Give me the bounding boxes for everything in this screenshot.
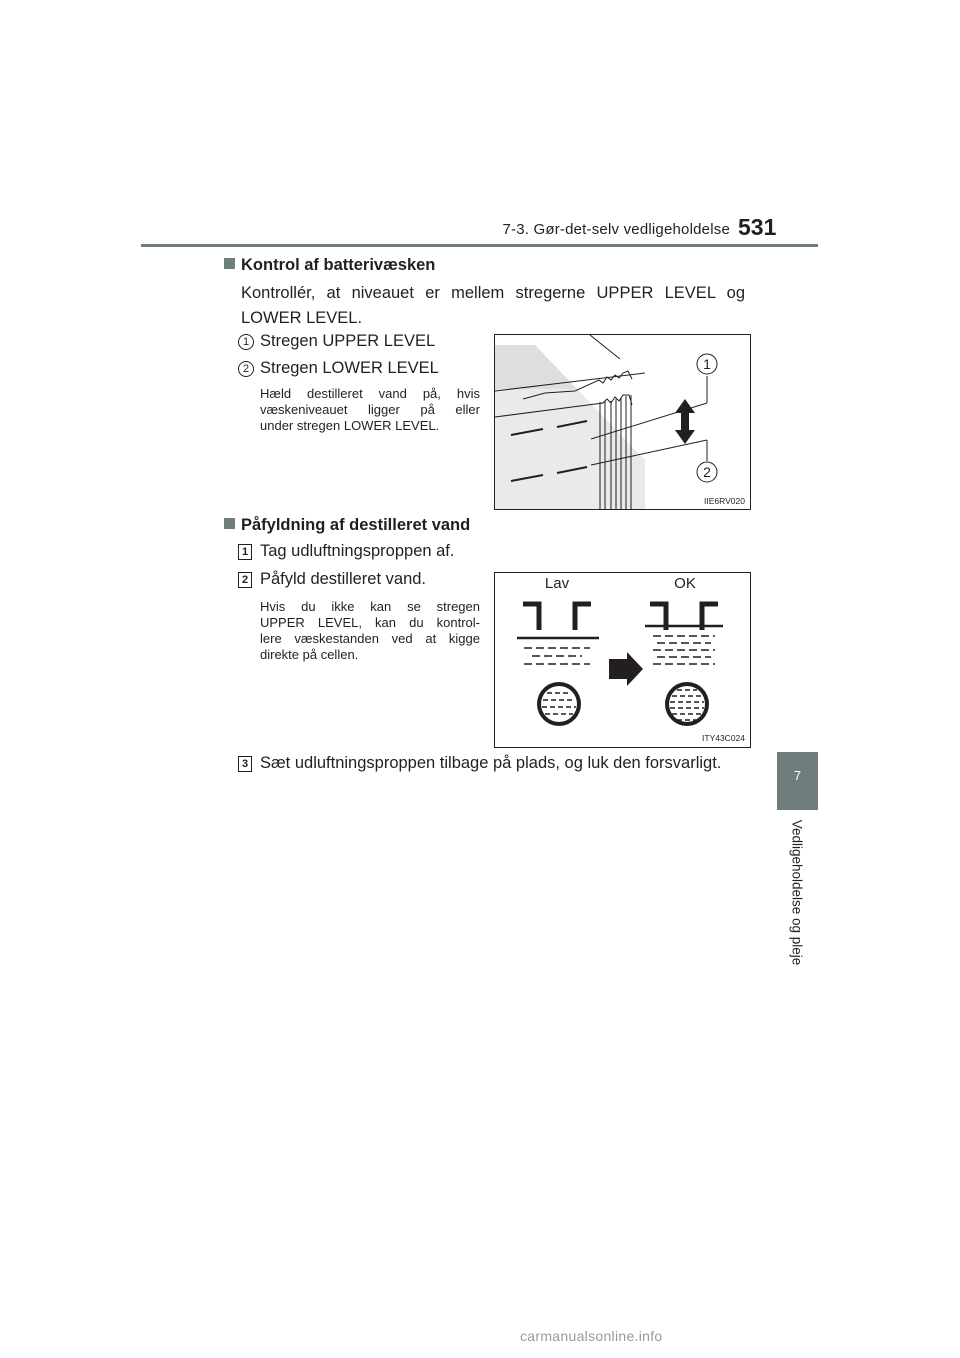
battery-level-figure <box>494 334 751 510</box>
note-battery-fluid: Hæld destilleret vand på, hvis væskeniveauet ligger på eller under stregen LOWER LEVEL. <box>260 386 480 433</box>
double-arrow-icon <box>675 399 695 444</box>
step-number: 3 <box>238 756 252 772</box>
callout-number: 2 <box>238 361 254 377</box>
fill-level-figure <box>494 572 751 748</box>
chapter-number: 7 <box>793 768 802 783</box>
battery-illustration <box>495 335 750 509</box>
step-number: 2 <box>238 572 252 588</box>
intro-line-2: LOWER LEVEL. <box>241 309 363 327</box>
page-number: 531 <box>738 214 777 240</box>
callout-number: 2 <box>703 464 711 480</box>
header-divider <box>141 244 818 247</box>
figure-code: ITY43C024 <box>702 733 745 743</box>
chapter-label: Vedligeholdelse og pleje <box>789 819 805 966</box>
section-heading-battery-fluid: Kontrol af batterivæsken <box>224 256 435 275</box>
step-2-text: Påfyld destilleret vand. <box>260 570 427 588</box>
section-heading-distilled-water: Påfyldning af destilleret vand <box>224 516 470 535</box>
low-label: Lav <box>544 575 570 592</box>
step-number: 1 <box>238 544 252 560</box>
intro-line-1: Kontrollér, at niveauet er mellem stregerne UPPER LEVEL og <box>241 284 745 302</box>
callout-number: 1 <box>238 334 254 350</box>
section-title: 7-3. Gør-det-selv vedligeholdelse <box>502 221 730 238</box>
callout-number: 1 <box>703 356 711 372</box>
fill-level-illustration <box>495 573 750 747</box>
square-bullet-icon <box>224 518 235 529</box>
step-3-text: Sæt udluftningsproppen tilbage på plads, og luk den forsvarligt. <box>260 754 722 772</box>
square-bullet-icon <box>224 258 235 269</box>
ok-label: OK <box>674 575 696 592</box>
lower-level-label: Stregen LOWER LEVEL <box>260 359 439 377</box>
upper-level-label: Stregen UPPER LEVEL <box>260 332 436 350</box>
note-distilled-water: Hvis du ikke kan se stregen UPPER LEVEL, kan du kontrol- lere væskestanden ved at kigge direkte på cellen. <box>260 599 480 662</box>
step-1-text: Tag udluftningsproppen af. <box>260 542 455 560</box>
figure-code: IIE6RV020 <box>704 496 745 506</box>
watermark: carmanualsonline.info <box>520 1328 663 1344</box>
right-arrow-icon <box>609 652 643 686</box>
